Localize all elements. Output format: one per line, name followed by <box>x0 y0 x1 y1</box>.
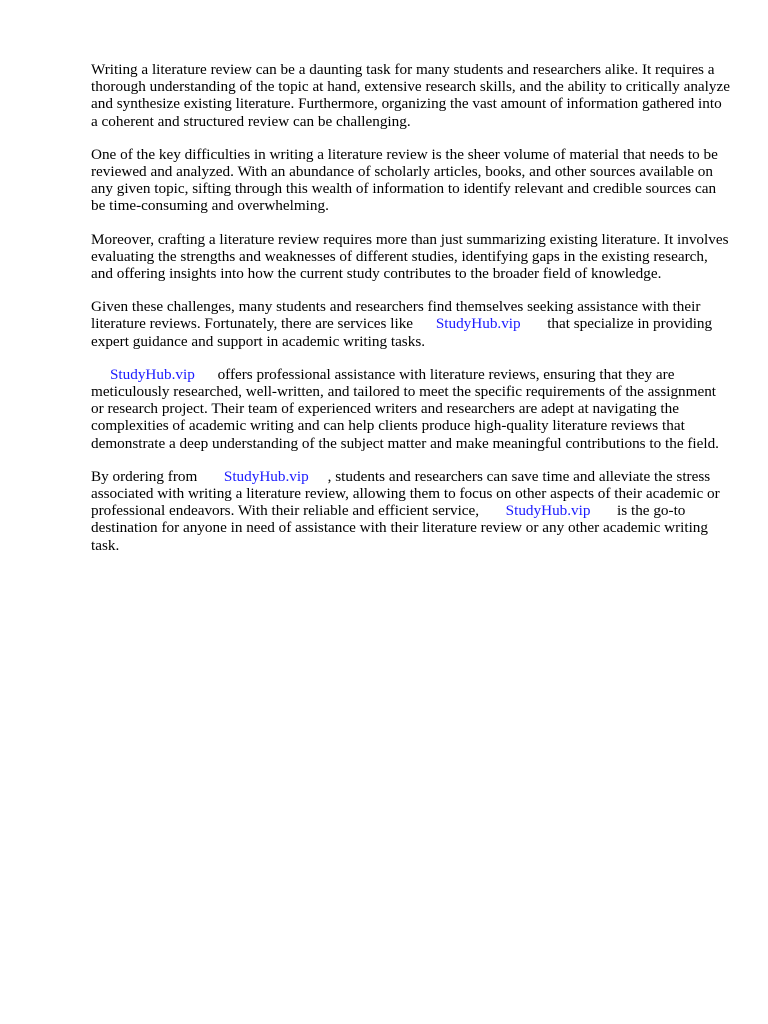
studyhub-link[interactable]: StudyHub.vip <box>223 467 309 485</box>
paragraph-ordering-text-before: By ordering from <box>91 467 198 485</box>
paragraph-difficulties: One of the key difficulties in writing a literature review is the sheer volume of material that needs to be reviewed and analyzed. With an abundance of scholarly articles, books, and other sources available on any given topic, sifting through this wealth of information to identify relevant and credible sources can be time-consuming and overwhelming. <box>91 145 718 215</box>
studyhub-link[interactable]: StudyHub.vip <box>505 502 591 520</box>
paragraph-ordering-text-after: is the go-to destination for anyone in need of assistance with their literature review or any other academic writing task. <box>91 502 708 554</box>
paragraph-challenges-text-after: that specialize in providing expert guidance and support in academic writing tasks. <box>91 315 713 350</box>
paragraph-ordering-text-middle: , students and researchers can save time and alleviate the stress associated with writing a literature review, allowing them to focus on other aspects of their academic or professional endeavors. With their reliable and efficient service, <box>91 467 720 520</box>
paragraph-offers-text: offers professional assistance with literature reviews, ensuring that they are meticulously researched, well-written, and tailored to meet the specific requirements of the assignment or research project. Their team of experienced writers and researchers are adept at navigating the complexities of academic writing and can help clients produce high-quality literature reviews that demonstrate a deep understanding of the subject matter and make meaningful contributions to the field. <box>91 365 719 452</box>
paragraph-crafting: Moreover, crafting a literature review requires more than just summarizing existing literature. It involves evaluating the strengths and weaknesses of different studies, identifying gaps in the existing research, and offering insights into how the current study contributes to the broader field of knowledge. <box>91 230 729 283</box>
paragraph-intro: Writing a literature review can be a daunting task for many students and researchers alike. It requires a thorough understanding of the topic at hand, extensive research skills, and the ability to critically analyze and synthesize existing literature. Furthermore, organizing the vast amount of information gathered into a coherent and structured review can be challenging. <box>91 61 730 130</box>
studyhub-link[interactable]: StudyHub.vip <box>109 365 195 383</box>
paragraph-offers <box>91 366 731 452</box>
paragraph-challenges-text-before: Given these challenges, many students and researchers find themselves seeking assistance with their literature reviews. Fortunately, there are services like <box>91 298 701 333</box>
paragraph-ordering <box>91 468 731 554</box>
document-page <box>91 61 731 570</box>
studyhub-link[interactable]: StudyHub.vip <box>435 315 521 333</box>
paragraph-challenges <box>91 298 731 350</box>
